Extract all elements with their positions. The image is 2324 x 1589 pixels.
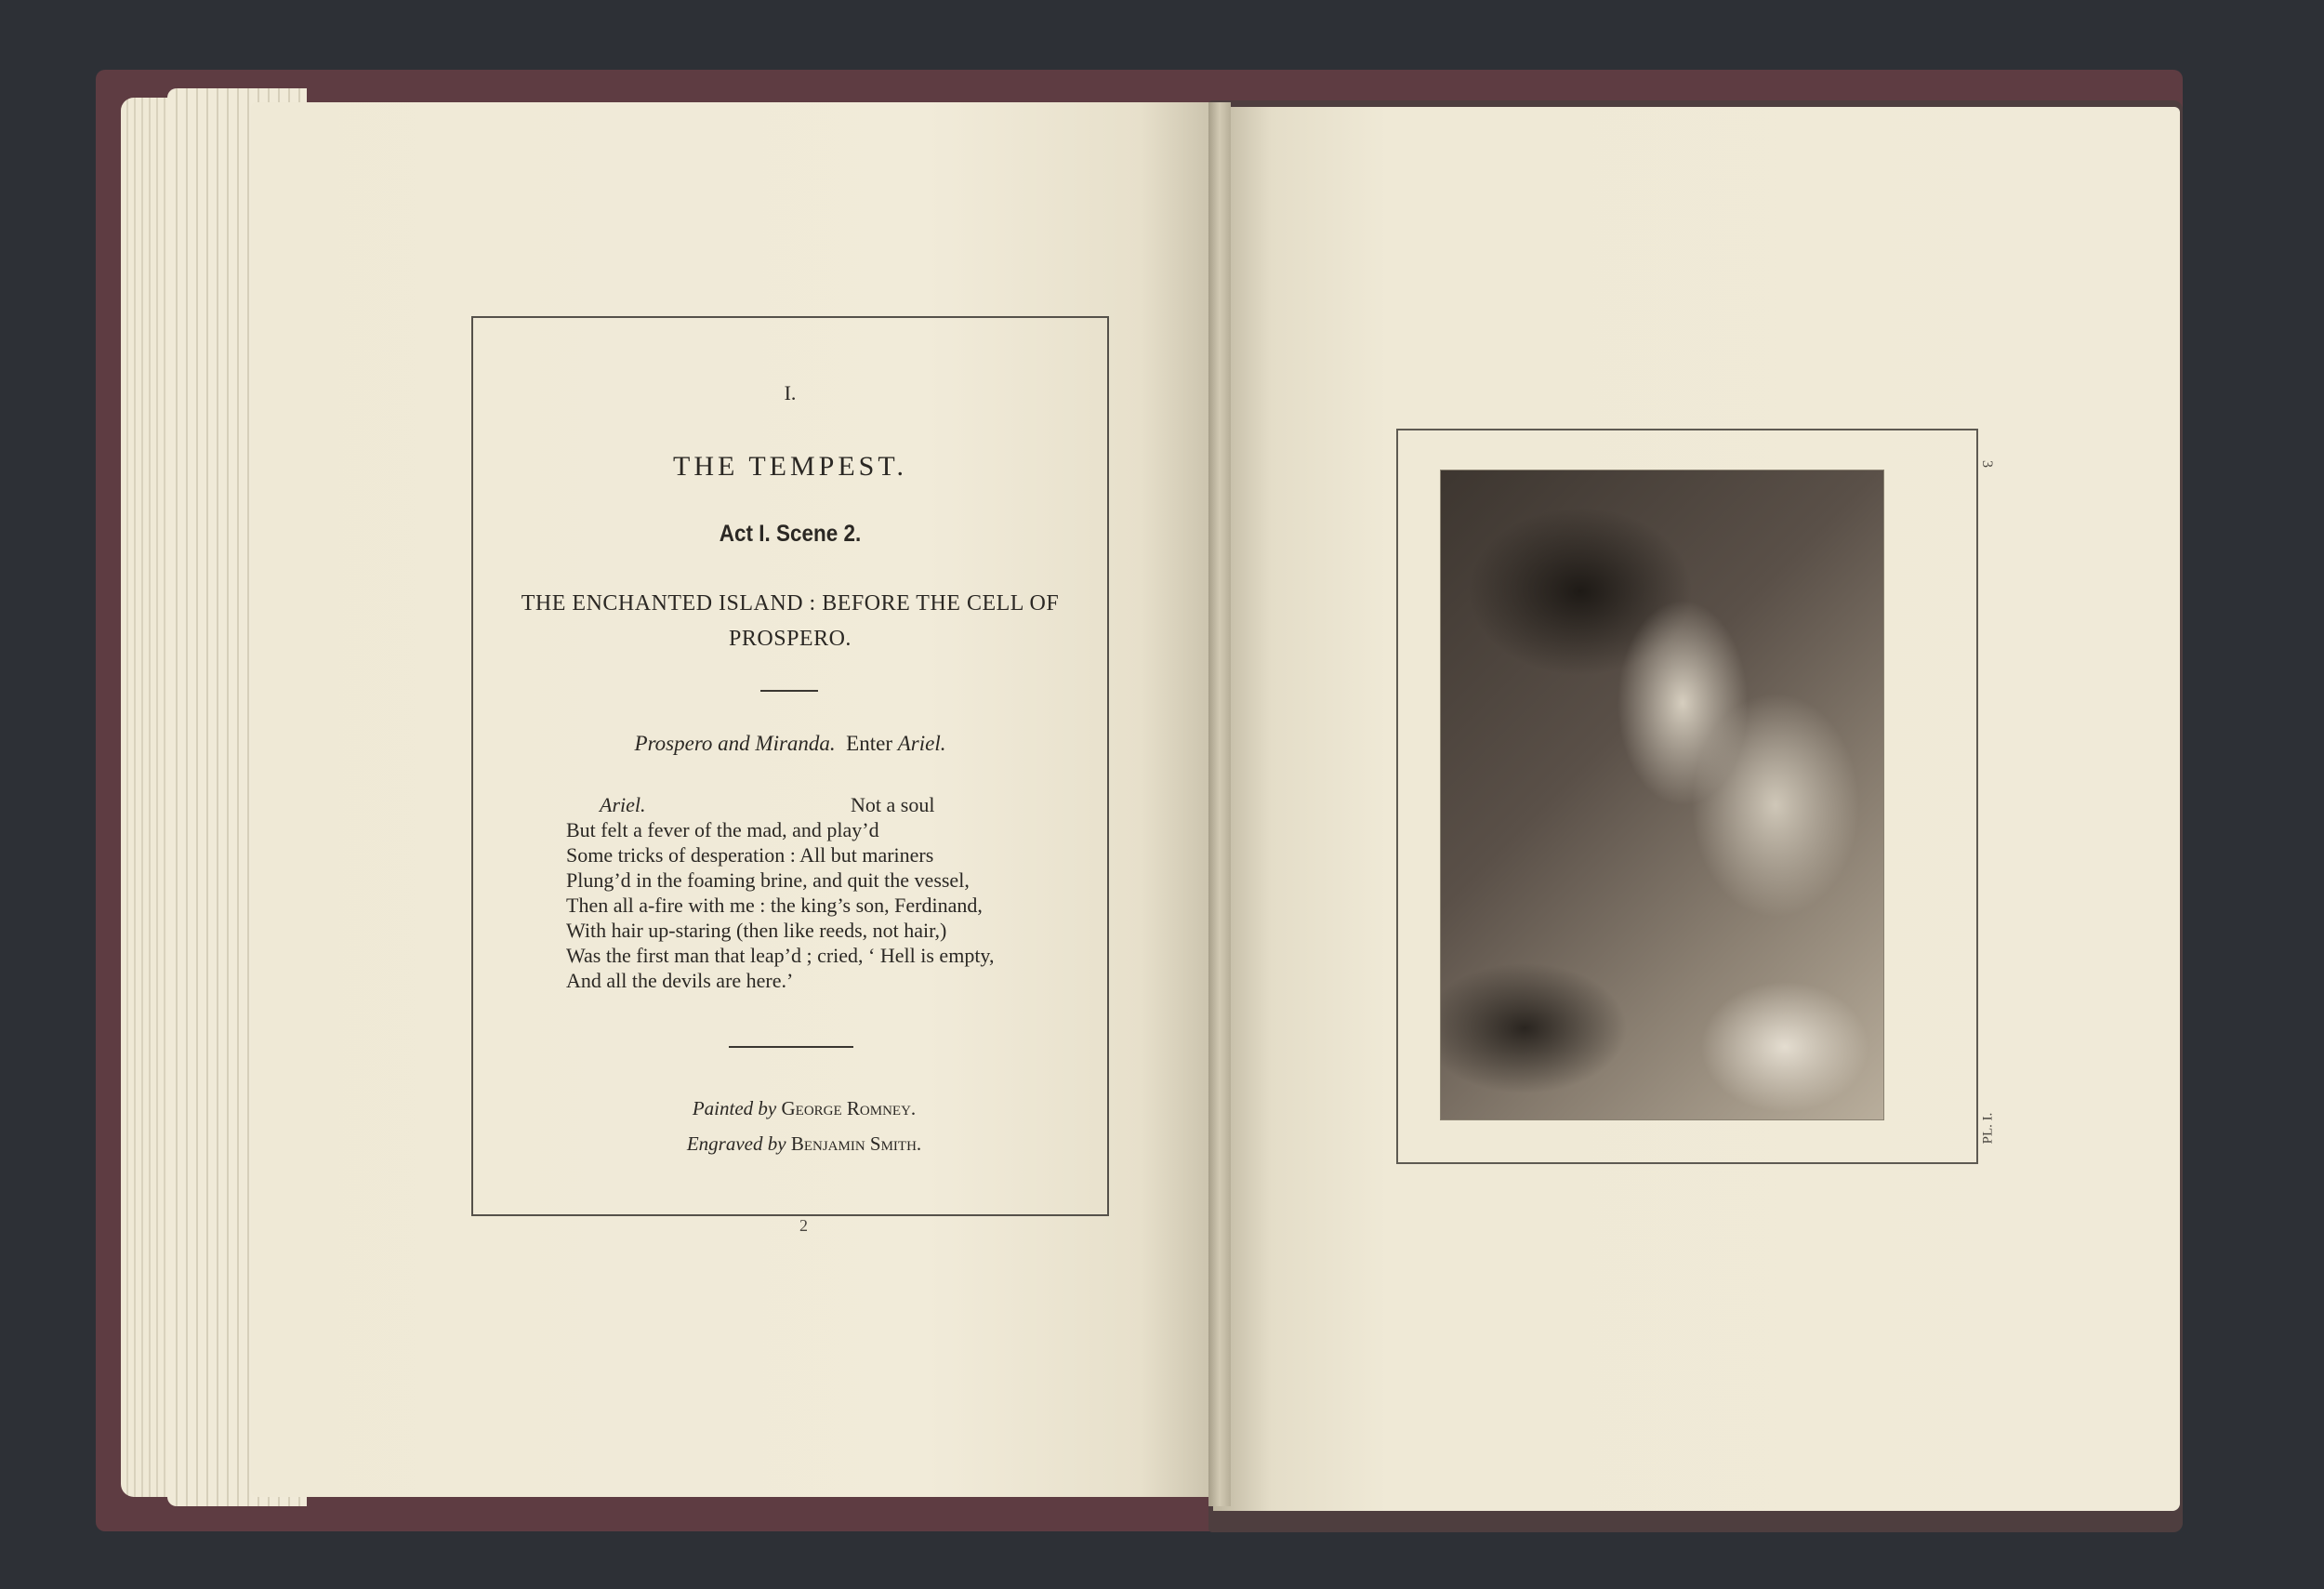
speaker-name: Ariel. xyxy=(600,793,646,816)
verse-line: And all the devils are here.’ xyxy=(566,969,794,992)
verse-first-line xyxy=(566,792,1068,817)
page-number-left: 2 xyxy=(799,1216,808,1235)
credit-painted-label: Painted by xyxy=(692,1097,777,1119)
stage-direction xyxy=(473,732,1107,756)
page-number-right: 3 xyxy=(1979,460,1995,468)
text-frame xyxy=(471,316,1109,1216)
credit-engraved xyxy=(501,1132,1107,1156)
verse-line: Plung’d in the foaming brine, and quit the vessel, xyxy=(566,868,970,892)
plate-label: PL. I. xyxy=(1980,1112,1996,1145)
stage-direction-enter: Enter xyxy=(846,732,892,755)
act-scene: Act I. Scene 2. xyxy=(719,521,862,547)
engraving-photograph xyxy=(1440,470,1884,1120)
credit-painted-name: George Romney. xyxy=(781,1097,917,1119)
scene-heading: THE ENCHANTED ISLAND : BEFORE THE CELL OF PROSPERO. xyxy=(521,591,1060,651)
divider-rule xyxy=(729,1046,853,1048)
verse-line: With hair up-staring (then like reeds, not hair,) xyxy=(566,919,947,942)
verse-line: Then all a-fire with me : the king’s son, Ferdinand, xyxy=(566,894,983,917)
stage-direction-ariel: Ariel. xyxy=(897,732,946,755)
verse-line: Not a soul xyxy=(851,793,935,816)
book-gutter xyxy=(1208,102,1231,1506)
verse-line: But felt a fever of the mad, and play’d xyxy=(566,818,879,841)
plate-number: I. xyxy=(784,381,797,404)
credit-painted xyxy=(501,1097,1107,1120)
credit-engraved-name: Benjamin Smith. xyxy=(790,1132,922,1155)
divider-rule xyxy=(760,690,818,692)
verse-line: Was the first man that leap’d ; cried, ‘ Hell is empty, xyxy=(566,944,995,967)
stage-direction-characters: Prospero and Miranda. xyxy=(634,732,836,755)
page-title: THE TEMPEST. xyxy=(673,451,907,482)
credit-engraved-label: Engraved by xyxy=(686,1132,786,1155)
verse-line: Some tricks of desperation : All but mariners xyxy=(566,843,934,867)
verse-block xyxy=(566,792,1068,993)
